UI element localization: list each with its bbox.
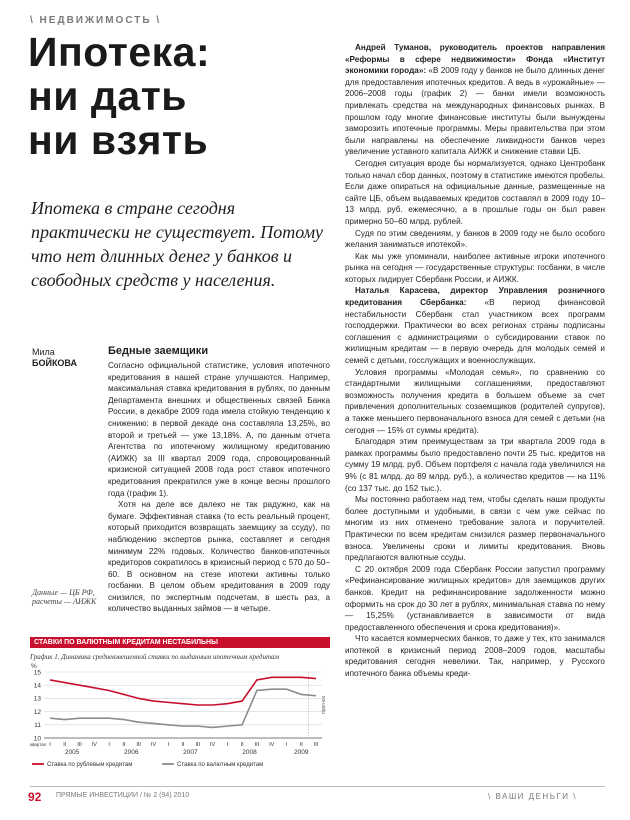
x-tick-label: III bbox=[313, 742, 319, 748]
series-line bbox=[50, 677, 316, 705]
y-axis-label: % bbox=[31, 663, 37, 670]
subheading: Бедные заемщики bbox=[108, 345, 209, 357]
x-tick-label: IV bbox=[269, 742, 275, 748]
paragraph bbox=[345, 285, 605, 366]
y-tick-label: 12 bbox=[33, 708, 41, 716]
x-tick-label: II bbox=[240, 742, 244, 748]
x-tick-label: I bbox=[285, 742, 288, 748]
author-first-name: Мила bbox=[32, 347, 55, 357]
title-line: ни дать bbox=[28, 73, 187, 119]
text-column-left bbox=[108, 345, 330, 615]
x-tick-label: III bbox=[195, 742, 201, 748]
paragraph: Согласно официальной статистике, условия ипотечного кредитования в нашей стране улучшаются. Например, максимальная ставка кредитования в рублях, по данным Департамента внешних и общественных связей Банка России, в декабре 2009 года имела стойкую тенденцию к снижению: в первой декаде она составляла 13,25%, во второй и третьей — уже 13,18%. А, по данным отчета Агентства по ипотечному жилищному кредитованию (АИЖК) за III квартал 2009 года, спровоцированный кризисной ситуацией 2008 года рост ставок ипотечного кредитования прекратился уже в конце весны прошлого года (график 1). bbox=[108, 361, 330, 498]
x-tick-label: II bbox=[63, 742, 67, 748]
x-tick-label: III bbox=[254, 742, 260, 748]
y-tick-label: 15 bbox=[33, 669, 41, 677]
chart-header: СТАВКИ ПО ВАЛЮТНЫМ КРЕДИТАМ НЕСТАБИЛЬНЫ bbox=[30, 637, 330, 648]
legend-label: Ставка по рублевым кредитам bbox=[47, 762, 133, 768]
article-lead: Ипотека в стране сегодня практически не существует. Потому что нет длинных денег у банков и свободных средств у населения. bbox=[31, 198, 324, 290]
x-tick-label: II bbox=[299, 742, 303, 748]
paragraph: Мы постоянно работаем над тем, чтобы сделать наши продукты более доступными и удобными, в связи с чем уже сейчас по многим из них отменено требование залога и поручителей. Практически по всем кредитам снизился размер первоначального взноса. Увеличены сроки и лимиты кредитования. Вновь предлагаются валютные ссуды. bbox=[345, 495, 605, 563]
paragraph bbox=[345, 42, 605, 158]
quote-speaker: Наталья Карасева, директор Управления розничного кредитования Сбербанка: bbox=[345, 286, 605, 308]
quote-text: «В 2009 году у банков не было длинных денег для предоставления ипотечных кредитов. А ведь в «урожайные» — 2006–2008 годы (график 2) — банки имели возможность привлекать средства на международных финансовых рынках. В прошлом году многие финансовые институты были вынуждены заморозить ипотечные программы. Меры правительства при этом были направлены на обеспечение ликвидности банков через увеличение уставного капитала АИЖК и снижение ставки ЦБ. bbox=[345, 66, 605, 157]
forecast-label: прогноз bbox=[321, 696, 327, 714]
paragraph: Условия программы «Молодая семья», по сравнению со стандартными жилищными соглашениями, предоставляют возможность получения кредита в большем объеме за счет привлечения дополнительных созаемщиков (родителей супругов), а также меньшего первоначального взноса для семей с детьми (на сегодня — 15% от суммы кредита). bbox=[345, 367, 605, 435]
y-tick-label: 11 bbox=[34, 722, 41, 730]
author-byline bbox=[32, 347, 77, 369]
x-tick-label: II bbox=[122, 742, 126, 748]
paragraph: С 20 октября 2009 года Сбербанк России запустил программу «Рефинансирование жилищных кредитов» для заемщиков других банков. Кредит на рефинансирование задолженности можно оформить на срок до 30 лет в рублях, минимальная ставка по нему — 15,25% (устанавливается в зависимости от вида предоставленного обеспечения и срока кредитования)». bbox=[345, 564, 605, 632]
year-label: 2005 bbox=[64, 749, 80, 756]
x-tick-label: I bbox=[167, 742, 169, 748]
magazine-name: ПРЯМЫЕ ИНВЕСТИЦИИ / № 2 (94) 2010 bbox=[56, 792, 190, 799]
paragraph: Хотя на деле все далеко не так радужно, как на бумаге. Эффективная ставка (то есть реальный процент, который приходится возвращать заемщику за ссуду), по наблюдению экспертов рынка, составляет и сегодня минимум 22% годовых. Количество банков-ипотечных кредиторов сократилось в кризисный период с 570 до 50–60. В основном на стезе ипотеки активны только госбанки. В целом объем кредитования в 2009 году снизился, по экспертным подсчетам, в шесть раз, а количество выданных займов — в четыре. bbox=[108, 500, 330, 614]
year-label: 2006 bbox=[124, 749, 139, 756]
series-line bbox=[50, 689, 316, 727]
x-tick-label: I bbox=[49, 742, 51, 748]
text-column-right bbox=[345, 42, 605, 680]
footer-divider bbox=[30, 786, 605, 787]
section-rubric: \ НЕДВИЖИМОСТЬ \ bbox=[30, 15, 162, 26]
title-line: ни взять bbox=[28, 117, 209, 163]
x-tick-label: IV bbox=[91, 742, 97, 748]
quote-text: «В период финансовой нестабильности Сбербанк стал участником всех программ господдержки. Практически во всех регионах страны подписаны соглашения с администрациями о субсидировании ставок по жилищным кредитам — в первую очередь для молодых семей и семей с детьми, госслужащих и военнослужащих. bbox=[345, 298, 605, 366]
y-tick-label: 14 bbox=[33, 682, 41, 690]
data-source-note: Данные — ЦБ РФ, расчеты — АИЖК bbox=[32, 588, 97, 606]
paragraph: Судя по этим сведениям, у банков в 2009 году не было особого желания заниматься ипотекой». bbox=[345, 228, 605, 250]
x-tick-label: II bbox=[181, 742, 185, 748]
year-label: 2008 bbox=[242, 749, 257, 756]
title-line: Ипотека: bbox=[28, 29, 211, 75]
chart-title: График 1. Динамика средневзвешенной ставки по выданным ипотечным кредитам bbox=[30, 653, 280, 661]
paragraph: Как мы уже упоминали, наиболее активные игроки ипотечного рынка на сегодня — государственные структуры: госбанки, в числе которых лидирует Сбербанк России, и АИЖК. bbox=[345, 251, 605, 284]
x-tick-label: IV bbox=[150, 742, 157, 748]
paragraph: Что касается коммерческих банков, то даже у тех, кто занимался ипотекой в кризисный период 2008–2009 годов, масштабы кредитования сегодня невелики. Так, например, у Русского ипотечного банка объемы креди- bbox=[345, 634, 605, 679]
x-tick-label: I bbox=[108, 742, 110, 748]
paragraph: Благодаря этим преимуществам за три квартала 2009 года в рамках программы было предоставлено почти 25 тыс. кредитов на сумму 19 млрд. руб. Объем портфеля с начала года увеличился на 9% (с 81 млрд. до 89 млрд. руб.), а количество кредитов — на 11% (со 137 тыс. до 152 тыс.). bbox=[345, 437, 605, 493]
y-tick-label: 10 bbox=[33, 735, 41, 743]
year-label: 2007 bbox=[183, 749, 198, 756]
x-tick-label: III bbox=[77, 742, 82, 748]
year-label: 2009 bbox=[293, 749, 309, 756]
y-tick-label: 13 bbox=[33, 695, 41, 703]
x-tick-label: III bbox=[136, 742, 141, 748]
section-footer: \ ВАШИ ДЕНЬГИ \ bbox=[488, 792, 577, 801]
paragraph: Сегодня ситуация вроде бы нормализуется, однако Центробанк только начал сбор данных, поэтому в статистике имеются пробелы. Если даже опираться на официальные данные, размещенные на сайте ЦБ, объем выдаваемых кредитов составлял в 2009 году 10–13 млрд. руб. ежемесячно, а в прошлые годы он был равен примерно 50–60 млрд. рублей. bbox=[345, 158, 605, 226]
author-last-name: БОЙКОВА bbox=[32, 358, 77, 368]
quote-speaker: Андрей Туманов, руководитель проектов направления «Реформы в сфере недвижимости» Фонда «Институт экономики города»: bbox=[345, 43, 605, 76]
x-tick-label: I bbox=[226, 742, 229, 748]
line-chart bbox=[30, 650, 330, 772]
page-number: 92 bbox=[28, 790, 42, 804]
legend-label: Ставка по валютным кредитам bbox=[177, 762, 264, 768]
article-title bbox=[28, 30, 328, 162]
x-tick-label: IV bbox=[209, 742, 216, 748]
x-axis-label: квартал bbox=[30, 742, 47, 747]
